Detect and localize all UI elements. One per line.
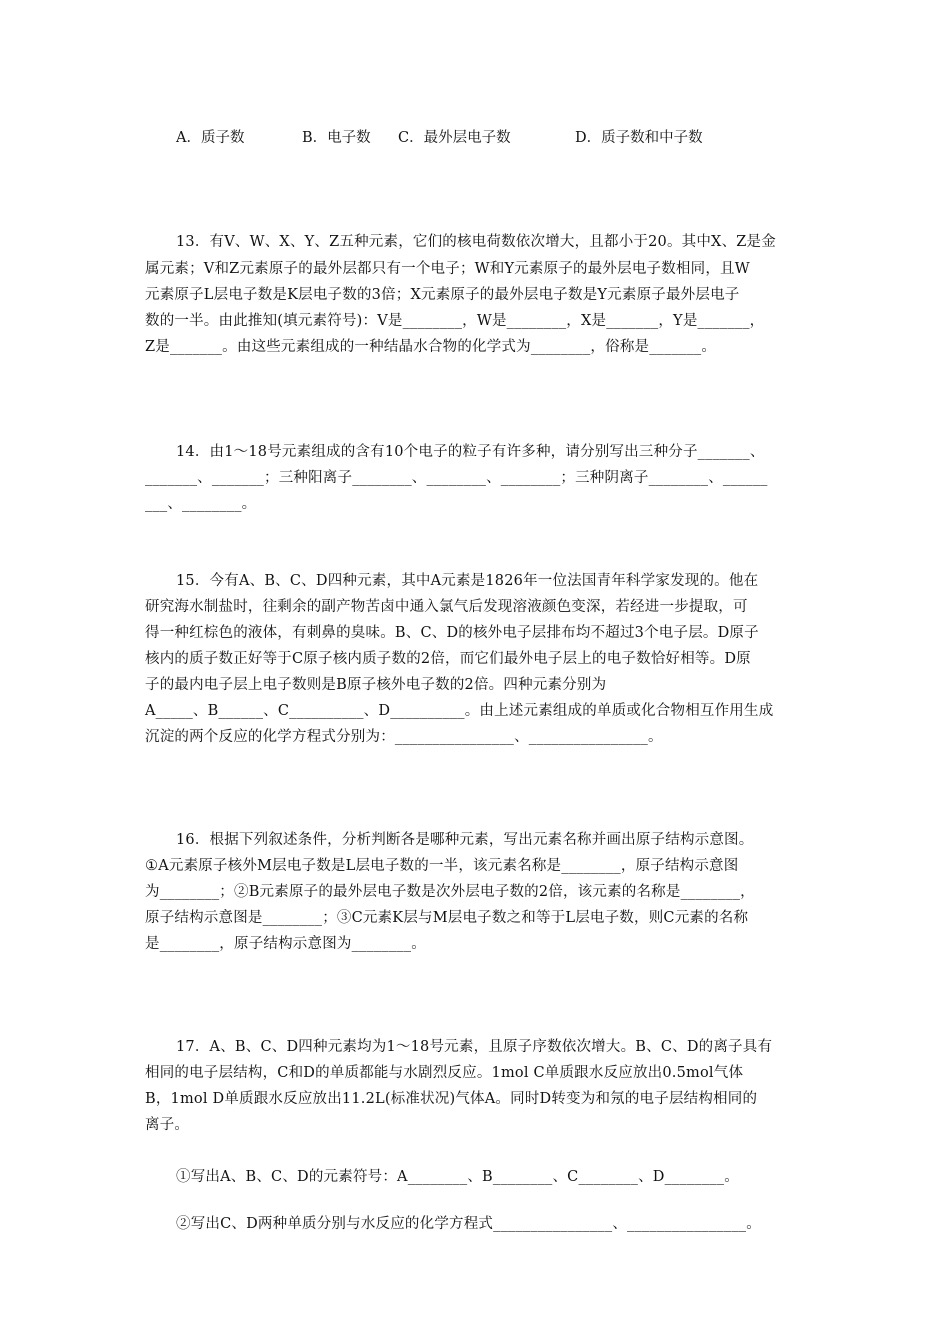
- q15-line-1: 15．今有A、B、C、D四种元素，其中A元素是1826年一位法国青年科学家发现的。他在: [176, 573, 759, 589]
- q15-line-6: A_____、B______、C__________、D__________。由上述元素组成的单质或化合物相互作用生成: [145, 703, 774, 719]
- option-a: A．质子数: [176, 130, 245, 146]
- q13-line-3: 元素原子L层电子数是K层电子数的3倍；X元素原子的最外层电子数是Y元素原子最外层电子: [145, 287, 740, 303]
- q14-line-1: 14．由1～18号元素组成的含有10个电子的粒子有许多种，请分别写出三种分子_______、: [176, 444, 765, 460]
- q17-sub-2: ②写出C、D两种单质分别与水反应的化学方程式________________、________________。: [176, 1216, 761, 1232]
- q13-line-1: 13．有V、W、X、Y、Z五种元素，它们的核电荷数依次增大，且都小于20。其中X、Z是金: [176, 234, 776, 250]
- q13-line-2: 属元素；V和Z元素原子的最外层都只有一个电子；W和Y元素原子的最外层电子数相同，且W: [145, 261, 750, 277]
- q17-sub-1: ①写出A、B、C、D的元素符号：A________、B________、C________、D________。: [176, 1169, 739, 1185]
- option-b: B．电子数: [302, 130, 371, 146]
- q17-line-4: 离子。: [145, 1117, 190, 1133]
- q17-line-1: 17．A、B、C、D四种元素均为1～18号元素，且原子序数依次增大。B、C、D的离子具有: [176, 1039, 773, 1055]
- q16-line-2: ①A元素原子核外M层电子数是L层电子数的一半，该元素名称是________，原子结构示意图: [145, 858, 739, 874]
- q14-line-2: _______、_______；三种阳离子________、________、________；三种阴离子________、______: [145, 470, 768, 486]
- q16-line-4: 原子结构示意图是________；③C元素K层与M层电子数之和等于L层电子数，则C元素的名称: [145, 910, 749, 926]
- q14-line-3: ___、________。: [145, 496, 257, 512]
- q17-line-3: B，1mol D单质跟水反应放出11.2L(标准状况)气体A。同时D转变为和氖的电子层结构相同的: [145, 1091, 758, 1107]
- q15-line-4: 核内的质子数正好等于C原子核内质子数的2倍，而它们最外电子层上的电子数恰好相等。D原: [145, 651, 751, 667]
- option-c: C．最外层电子数: [398, 130, 511, 146]
- q17-line-2: 相同的电子层结构，C和D的单质都能与水剧烈反应。1mol C单质跟水反应放出0.5mol气体: [145, 1065, 744, 1081]
- q13-line-4: 数的一半。由此推知(填元素符号)：V是________，W是________，X是_______，Y是_______，: [145, 313, 765, 329]
- q16-line-3: 为________；②B元素原子的最外层电子数是次外层电子数的2倍，该元素的名称是________，: [145, 884, 755, 900]
- option-d: D．质子数和中子数: [575, 130, 703, 146]
- q16-line-5: 是________，原子结构示意图为________。: [145, 936, 426, 952]
- q15-line-7: 沉淀的两个反应的化学方程式分别为：________________、________________。: [145, 729, 663, 745]
- q15-line-5: 子的最内电子层上电子数则是B原子核外电子数的2倍。四种元素分别为: [145, 677, 607, 693]
- q15-line-3: 得一种红棕色的液体，有刺鼻的臭味。B、C、D的核外电子层排布均不超过3个电子层。D原子: [145, 625, 759, 641]
- q13-line-5: Z是_______。由这些元素组成的一种结晶水合物的化学式为________，俗称是_______。: [145, 339, 717, 355]
- q16-line-1: 16．根据下列叙述条件，分析判断各是哪种元素，写出元素名称并画出原子结构示意图。: [176, 832, 754, 848]
- q15-line-2: 研究海水制盐时，往剩余的副产物苦卤中通入氯气后发现溶液颜色变深，若经进一步提取，可: [145, 599, 748, 615]
